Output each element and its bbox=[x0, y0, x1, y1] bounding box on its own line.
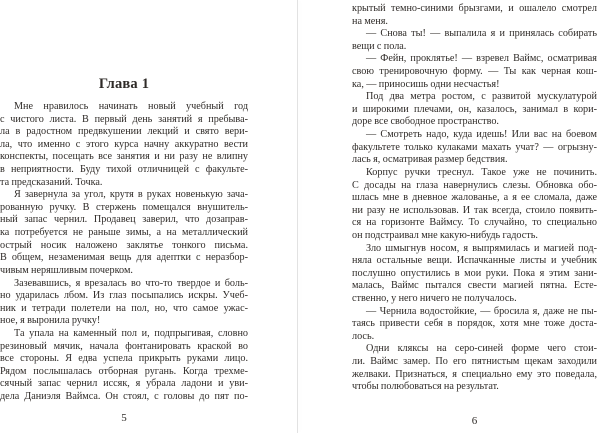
page-left-text bbox=[0, 101, 248, 404]
paragraph bbox=[352, 53, 597, 91]
paragraph bbox=[352, 91, 597, 129]
text-line: ла, что именно с этого курса начну аккуратно вести bbox=[0, 138, 248, 150]
text-line: все стороны. Я едва успела прикрыть руками лицо. bbox=[0, 353, 248, 365]
paragraph bbox=[352, 343, 597, 393]
text-line: С досады на глаза навернулись слезы. Обновка обо- bbox=[352, 179, 597, 191]
text-line: конспекты, посещать все занятия и ни разу не влипну bbox=[0, 151, 248, 163]
text-line: резиновый мячик, начала фонтанировать краской во bbox=[0, 340, 248, 352]
text-line: Корпус ручки треснул. Такое уже не починить. bbox=[366, 166, 597, 178]
text-line: малась, Ваймс пытался свести магией пятна. Есте- bbox=[352, 280, 597, 292]
text-line: — Смотреть надо, куда идешь! Или вас на боевом bbox=[366, 129, 597, 141]
text-line: рованную ручку. В стержень помещался внушитель- bbox=[0, 201, 248, 213]
paragraph bbox=[352, 167, 597, 243]
text-line: Зазевавшись, я врезалась во что-то твердое и боль- bbox=[14, 277, 248, 289]
text-line: и широкими плечами, он, казалось, занимал в кори- bbox=[352, 103, 597, 115]
text-line: Рядом послышалась отборная ругань. Когда трехме- bbox=[0, 365, 248, 377]
page-right bbox=[352, 0, 597, 433]
text-line: ся на горизонте Ваймсу. То случайно, то специально bbox=[352, 217, 597, 229]
text-line: послушно опустились в мои руки. Пока я этим зани- bbox=[352, 267, 597, 279]
text-line: факультете только кулаками махать учат? — огрызну- bbox=[352, 141, 597, 153]
page-number-left: 5 bbox=[121, 412, 127, 424]
text-line: с чистого листа. В первый день занятий я пребыва- bbox=[0, 113, 248, 125]
text-line: Под два метра ростом, с развитой мускулатурой bbox=[366, 91, 597, 103]
text-line: шлась мне в дневное жалованье, а я ее сломала, даже bbox=[352, 192, 597, 204]
page-divider bbox=[297, 0, 298, 433]
text-line: дела Даниэля Ваймса. Он стоял, с головы до пят по- bbox=[0, 391, 248, 403]
paragraph bbox=[352, 306, 597, 344]
text-line: свою тренировочную форму. — Ты как черная кош- bbox=[352, 66, 597, 78]
text-line: ственно, у него ничего не получалось. bbox=[352, 293, 517, 305]
text-line: Та упала на каменный пол и, подпрыгивая, словно bbox=[14, 327, 248, 339]
page-left bbox=[0, 0, 248, 433]
text-line: он подстраивал мне какую-нибудь гадость. bbox=[352, 229, 538, 241]
text-line: ка потребуется не раньше зимы, а на металлический bbox=[0, 227, 248, 239]
text-line: ла в радостном предвкушении лекций и свято вери- bbox=[0, 126, 248, 138]
text-line: Я завернула за угол, крутя в руках новенькую зача- bbox=[14, 189, 248, 201]
page-right-text bbox=[352, 3, 597, 394]
paragraph bbox=[352, 3, 597, 28]
text-line: ник и тетради полетели на пол, но, что самое ужас- bbox=[0, 302, 248, 314]
text-line: на меня. bbox=[352, 15, 388, 27]
text-line: ный запас чернил. Продавец заверил, что дозаправ- bbox=[0, 214, 248, 226]
text-line: Одни кляксы на серо-синей форме чего стои- bbox=[366, 343, 597, 355]
text-line: няла остальные вещи. Испачканные листы и учебник bbox=[352, 255, 597, 267]
text-line: сячный запас чернил иссяк, я убрала ладони и уви- bbox=[0, 378, 248, 390]
text-line: В общем, незаменимая вещь для адептки с неразбор- bbox=[0, 252, 248, 264]
chapter-heading: Глава 1 bbox=[98, 76, 150, 92]
text-line: ка, — приносишь одни несчастья! bbox=[352, 78, 500, 90]
text-line: крытый темно-синими брызгами, и ошалело смотрел bbox=[352, 3, 597, 14]
text-line: но ударилась лбом. Из глаз посыпались искры. Учеб- bbox=[0, 290, 248, 302]
text-line: в неприятности. Буду тихой отличницей с факульте- bbox=[0, 164, 248, 176]
text-line: — Снова ты! — выпалила я и принялась собирать bbox=[366, 28, 597, 40]
text-line: доре все свободное пространство. bbox=[352, 116, 499, 128]
text-line: лась я, осматривая размер бедствия. bbox=[352, 154, 508, 166]
text-line: ное, я выронила ручку! bbox=[0, 315, 101, 327]
text-line: та предсказаний. Точка. bbox=[0, 176, 103, 188]
paragraph bbox=[0, 328, 248, 404]
text-line: лось. bbox=[352, 330, 375, 342]
text-line: чтобы полюбоваться на результат. bbox=[352, 381, 499, 393]
text-line: вещи с пола. bbox=[352, 40, 407, 52]
text-line: желваки. Признаться, я специально ему это поведала, bbox=[352, 368, 597, 380]
text-line: ни разу не использовав. И так всегда, стоило появить- bbox=[352, 204, 597, 216]
text-line: таясь привести себя в порядок, хотя мне тоже доста- bbox=[352, 318, 597, 330]
page-number-right: 6 bbox=[471, 415, 478, 427]
paragraph bbox=[352, 243, 597, 306]
text-line: чивым неряшливым почерком. bbox=[0, 264, 133, 276]
paragraph bbox=[0, 101, 248, 189]
text-line: Зло шмыгнув носом, я выпрямилась и магией под- bbox=[366, 242, 597, 254]
text-line: — Чернила водостойкие, — бросила я, даже не пы- bbox=[366, 305, 597, 317]
text-line: острый носик наложено заклятье тонкого письма. bbox=[0, 239, 248, 251]
paragraph bbox=[0, 189, 248, 277]
text-line: — Фейн, проклятье! — взревел Ваймс, осматривая bbox=[366, 53, 597, 65]
paragraph bbox=[352, 129, 597, 167]
text-line: ли. Ваймс замер. По его пятнистым щекам заходили bbox=[352, 356, 597, 368]
text-line: Мне нравилось начинать новый учебный год bbox=[14, 101, 248, 112]
paragraph bbox=[0, 278, 248, 328]
paragraph bbox=[352, 28, 597, 53]
